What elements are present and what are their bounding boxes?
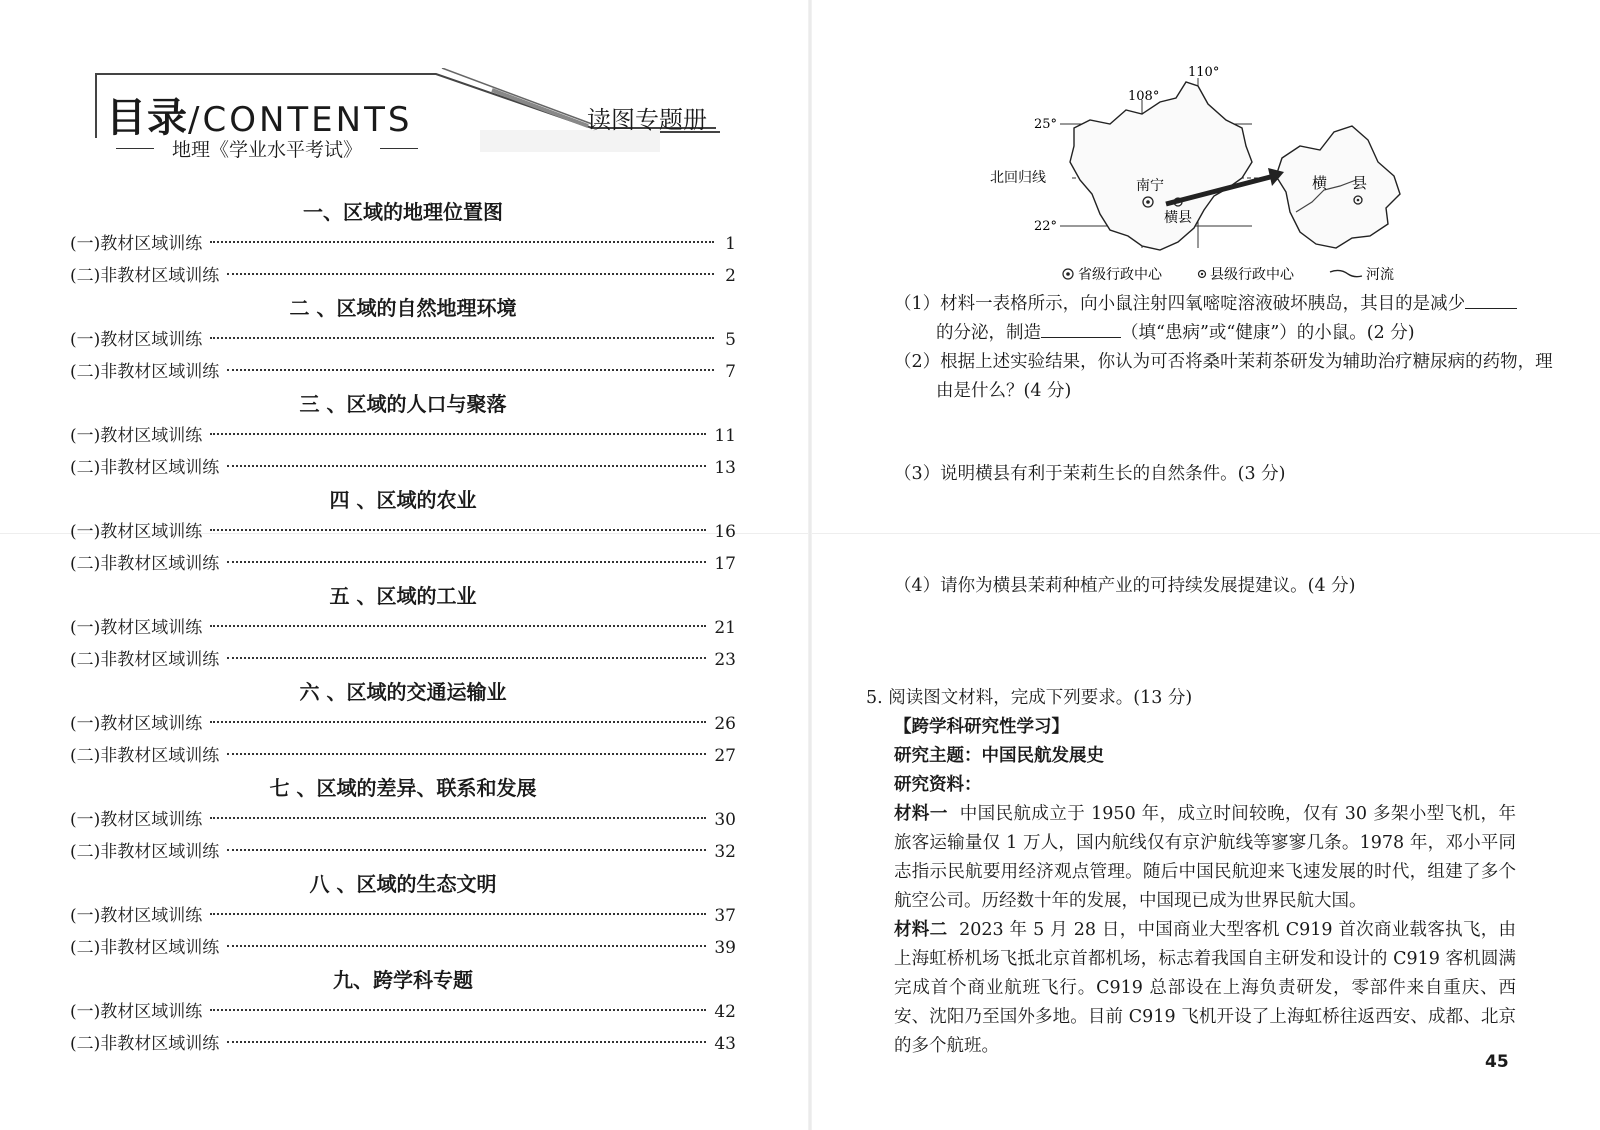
question-3: （3）说明横县有利于茉莉生长的自然条件。(3 分) [894,464,1286,484]
material-1 [894,800,1516,916]
toc-entry-label: (一)教材区域训练 [70,426,203,446]
toc-entry-page: 32 [714,842,736,862]
label-110: 110° [1188,65,1220,80]
page-gutter [808,0,812,1130]
dot-leader [210,529,706,531]
toc-entry-label: (一)教材区域训练 [70,810,203,830]
guangxi-outline [1070,82,1252,250]
dot-leader [227,849,706,851]
toc-entry-label: (一)教材区域训练 [70,618,203,638]
toc-entry-page: 30 [714,810,736,830]
inset-label-2: 县 [1352,174,1368,192]
toc-section-title: 一、区域的地理位置图 [303,200,503,224]
dot-leader [227,945,706,947]
legend-county: 县级行政中心 [1210,267,1294,283]
toc-entry-label: (二)非教材区域训练 [70,650,220,670]
toc-entry-page: 13 [714,458,736,478]
material-2-label: 材料二 [894,920,948,940]
toc-entry-page: 5 [725,330,736,350]
toc-entry-label: (二)非教材区域训练 [70,746,220,766]
label-hengxian: 横县 [1164,210,1192,226]
legend-provincial: 省级行政中心 [1078,267,1162,283]
label-tropic: 北回归线 [990,170,1046,186]
toc-entry-label: (二)非教材区域训练 [70,1034,220,1054]
toc-entry-page: 1 [725,234,736,254]
toc-entry[interactable] [70,612,736,644]
toc-entry-label: (一)教材区域训练 [70,1002,203,1022]
book-name: 读图专题册 [587,106,707,134]
toc-entry-page: 2 [725,266,736,286]
toc-section [70,388,736,484]
contents-subtitle [102,135,432,162]
toc-entry-page: 23 [714,650,736,670]
dot-leader [227,465,706,467]
toc-list [70,196,736,1060]
toc-entry-label: (一)教材区域训练 [70,330,203,350]
label-22: 22° [1034,219,1058,234]
toc-section [70,676,736,772]
contents-header [92,68,742,168]
page-number: 45 [1485,1052,1509,1072]
toc-entry[interactable] [70,452,736,484]
right-page-questions [820,0,1600,1130]
toc-entry-page: 7 [725,362,736,382]
toc-entry-label: (一)教材区域训练 [70,906,203,926]
subtitle-text: 地理《学业水平考试》 [171,139,362,161]
toc-entry[interactable] [70,804,736,836]
toc-section-title: 八 、区域的生态文明 [309,872,497,896]
toc-entry[interactable] [70,260,736,292]
question-1-text-b: 的分泌，制造 [936,323,1041,343]
materials-heading: 研究资料： [894,775,982,795]
toc-entry-label: (一)教材区域训练 [70,234,203,254]
toc-entry-label: (二)非教材区域训练 [70,458,220,478]
toc-entry-label: (二)非教材区域训练 [70,938,220,958]
toc-entry[interactable] [70,228,736,260]
dot-leader [227,1041,706,1043]
toc-entry[interactable] [70,740,736,772]
dot-leader [227,273,714,275]
toc-entry-page: 43 [714,1034,736,1054]
toc-entry-label: (一)教材区域训练 [70,522,203,542]
toc-entry-label: (二)非教材区域训练 [70,842,220,862]
answer-blank-1[interactable] [1465,290,1517,309]
toc-entry[interactable] [70,324,736,356]
toc-entry-label: (一)教材区域训练 [70,714,203,734]
title-separator: / [188,100,203,140]
toc-entry[interactable] [70,932,736,964]
dot-leader [210,625,706,627]
toc-entry[interactable] [70,548,736,580]
question-5-stem: 5. 阅读图文材料，完成下列要求。(13 分) [866,688,1193,708]
toc-section-title: 九、跨学科专题 [333,968,473,992]
title-en: CONTENTS [202,100,413,140]
legend-river: 河流 [1366,267,1394,283]
toc-entry-page: 26 [714,714,736,734]
toc-entry[interactable] [70,1028,736,1060]
toc-entry[interactable] [70,708,736,740]
dot-leader [210,913,706,915]
toc-entry-page: 11 [714,426,736,446]
dot-leader [227,657,706,659]
toc-entry-label: (二)非教材区域训练 [70,266,220,286]
toc-entry[interactable] [70,356,736,388]
dot-leader [210,721,706,723]
dot-leader [210,337,714,339]
toc-entry[interactable] [70,644,736,676]
material-1-label: 材料一 [894,804,948,824]
toc-section [70,964,736,1060]
question-1-text-a: （1）材料一表格所示，向小鼠注射四氧嘧啶溶液破坏胰岛，其目的是减少 [894,294,1466,314]
dot-leader [210,241,714,243]
label-nanning: 南宁 [1136,178,1164,194]
dot-leader [210,1009,706,1011]
dot-leader [210,433,706,435]
toc-entry-page: 17 [714,554,736,574]
toc-section-title: 七 、区域的差异、联系和发展 [269,776,537,800]
toc-entry[interactable] [70,996,736,1028]
toc-entry-label: (二)非教材区域训练 [70,554,220,574]
toc-entry-page: 37 [714,906,736,926]
toc-section-title: 四 、区域的农业 [329,488,477,512]
toc-entry-label: (二)非教材区域训练 [70,362,220,382]
toc-section [70,484,736,580]
dot-leader [210,817,706,819]
toc-section [70,580,736,676]
label-108: 108° [1128,89,1160,104]
toc-section [70,292,736,388]
toc-entry[interactable] [70,900,736,932]
answer-blank-2[interactable] [1041,319,1121,338]
research-tag: 【跨学科研究性学习】 [894,717,1069,737]
question-2: （2）根据上述实验结果，你认为可否将桑叶茉莉茶研发为辅助治疗糖尿病的药物，理由是什么？(4 分) [894,352,1553,401]
label-25: 25° [1034,117,1058,132]
toc-entry[interactable] [70,420,736,452]
toc-entry[interactable] [70,516,736,548]
toc-entry-page: 16 [714,522,736,542]
guangxi-map-figure [990,62,1430,294]
toc-section-title: 三 、区域的人口与聚落 [299,392,507,416]
dot-leader [227,753,706,755]
toc-entry-page: 21 [714,618,736,638]
inset-label-1: 横 [1312,174,1328,192]
legend-river-icon [1330,270,1362,276]
question-4: （4）请你为横县茉莉种植产业的可持续发展提建议。(4 分) [894,576,1356,596]
research-topic: 研究主题：中国民航发展史 [894,746,1104,766]
toc-section-title: 六 、区域的交通运输业 [299,680,507,704]
question-1-text-c: （填“患病”或“健康”）的小鼠。(2 分) [1121,323,1415,343]
subtitle-dash-right [380,148,418,149]
toc-section [70,868,736,964]
toc-entry-page: 42 [714,1002,736,1022]
title-cn: 目录 [106,95,188,141]
dot-leader [227,561,706,563]
material-1-text: 中国民航成立于 1950 年，成立时间较晚，仅有 30 多架小型飞机，年旅客运输量仅 1 万人，国内航线仅有京沪航线等寥寥几条。1978 年，邓小平同志指示民航要用经济观点管理。随后中国民航迎来飞速发展的时代，组建了多个航空公司。历经数十年的发展，中国现已成为世界民航大国。 [894,804,1516,911]
subtitle-dash-left [116,148,154,149]
toc-section-title: 五 、区域的工业 [329,584,477,608]
toc-section-title: 二 、区域的自然地理环境 [289,296,517,320]
dot-leader [227,369,714,371]
toc-section [70,196,736,292]
material-2-text: 2023 年 5 月 28 日，中国商业大型客机 C919 首次商业载客执飞，由上海虹桥机场飞抵北京首都机场，标志着我国自主研发和设计的 C919 客机圆满完成首个商业航班飞行。C919 总部设在上海负责研发，零部件来自重庆、西安、沈阳乃至国外多地。目前 C919 飞机开设了上海虹桥往返西安、成都、北京的多个航班。 [894,920,1516,1056]
material-2 [894,916,1516,1061]
toc-section [70,772,736,868]
question-1 [894,290,1558,348]
toc-entry[interactable] [70,836,736,868]
map-graphic [990,62,1430,294]
toc-entry-page: 39 [714,938,736,958]
toc-entry-page: 27 [714,746,736,766]
